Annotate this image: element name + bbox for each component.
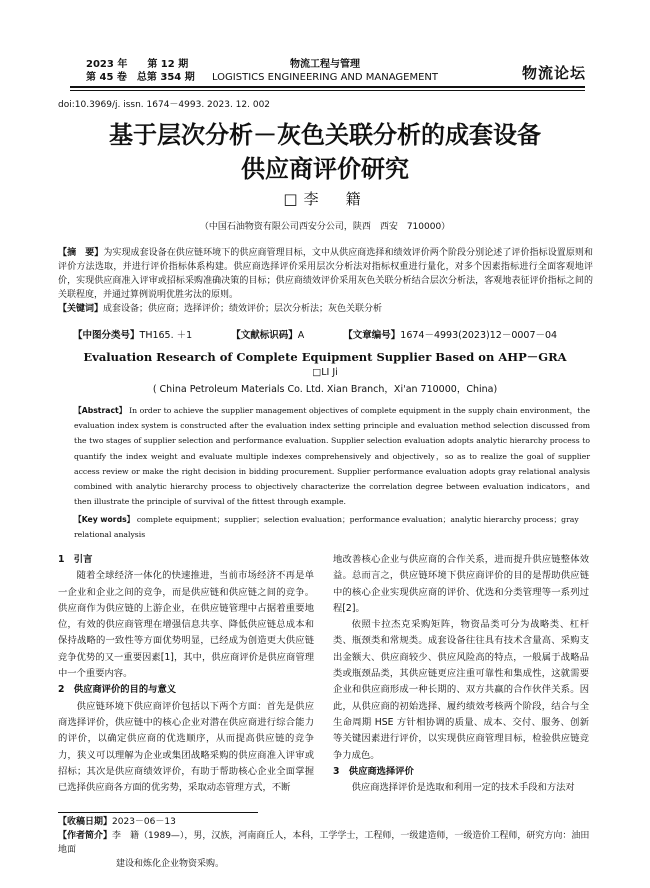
keywords-en xyxy=(74,512,590,542)
abstract-en-text: In order to achieve the supplier management objectives of complete equipment in the supply chain environment，the evaluation index system is constructed after the evaluation index setting principle and evaluation method selection discussed from the two stages of supplier selection and performance evaluation. Supplier selection evaluation adopts analytic hierarchy process to quantify the index weight and evaluate multiple indexes comprehensively and objectively，so as to realize the goal of supplier access review or make the right decision in bidding procurement. Supplier performance evaluation adopts gray relational analysis combined with analytic hierarchy process to objectively characterize the correlation degree between evaluation indicators，and then illustrate the principle of survival of the fittest through example. xyxy=(74,406,590,507)
section-1-paragraph: 随着全球经济一体化的快速推进，当前市场经济不再是单一企业和企业之间的竞争，而是供应链和供应链之间的竞争。供应商作为供应链的上游企业，在供应链管理中占据着重要地位，有效的供应商管理在增强信息共享、降低供应链总成本和保持战略的一致性等方面优势明显，已经成为创造更大供应链竞争优势的又一重要因素[1]，其中，供应商评价是供应商管理中一个重要内容。 xyxy=(58,570,314,680)
bio-text: 李 籍（1989—），男，汉族，河南商丘人，本科，工学学士，工程师，一级建造师，一级造价工程师，研究方向：油田地面 xyxy=(58,831,590,855)
keywords-en-text: complete equipment；supplier；selection evaluation；performance evaluation；analytic hierarchy process；gray relational analysis xyxy=(74,515,579,540)
journal-name-cn: 物流工程与管理 xyxy=(290,59,360,70)
classification-row xyxy=(73,327,593,341)
footnote-rule xyxy=(58,812,258,813)
keywords-en-label: 【Key words】 xyxy=(74,515,135,524)
bio-text-continued: 建设和炼化企业物资采购。 xyxy=(116,859,225,869)
english-affiliation: ( China Petroleum Materials Co. Ltd. Xian Branch，Xi'an 710000，China) xyxy=(152,384,498,395)
bio-label: 【作者简介】 xyxy=(58,831,113,841)
received-date: 2023－06－13 xyxy=(112,817,176,827)
english-title: Evaluation Research of Complete Equipment Supplier Based on AHP－GRA xyxy=(83,350,567,364)
received-label: 【收稿日期】 xyxy=(58,817,113,827)
issue-line-2: 第 45 卷 总第 354 期 xyxy=(86,72,195,83)
title-line-1: 基于层次分析－灰色关联分析的成套设备 xyxy=(109,120,541,149)
article-id-label: 【文章编号】 xyxy=(343,330,401,341)
section-1-heading: 1 引言 xyxy=(58,554,93,565)
journal-name xyxy=(190,58,460,84)
keywords-cn-label: 【关键词】 xyxy=(58,304,104,314)
column-name: 物流论坛 xyxy=(522,64,587,82)
abstract-en-label: 【Abstract】 xyxy=(74,406,127,415)
footnote xyxy=(58,815,598,871)
issue-info xyxy=(86,58,195,84)
doc-code-value: A xyxy=(297,330,305,341)
section-2-continued: 地改善核心企业与供应商的合作关系，进而提升供应链整体效益。总而言之，供应链环境下供应商评价的目的是帮助供应链中的核心企业实现供应商的评价、优选和分类管理等一系列过程[2]。 xyxy=(333,554,589,614)
issue-line-1: 2023 年 第 12 期 xyxy=(86,59,189,70)
doi[interactable]: doi:10.3969/j. issn. 1674－4993. 2023. 12. 002 xyxy=(58,100,271,110)
article-id-value: 1674－4993(2023)12－0007－04 xyxy=(400,330,558,341)
body-column-left xyxy=(58,552,314,796)
clc-value: TH165. ＋1 xyxy=(139,330,193,341)
body-column-right xyxy=(333,552,589,796)
section-2-paragraph: 供应链环境下供应商评价包括以下两个方面：首先是供应商选择评价，供应链中的核心企业对潜在供应商进行综合能力的评价，以确定供应商的优选顺序，从而提高供应链的竞争力，狭义可以理解为企业或集团战略采购的供应商准入评审或招标；其次是供应商绩效评价，有助于帮助核心企业全面掌握已选择供应商各方面的优劣势，采取动态管理方式，不断 xyxy=(58,700,314,794)
section-2-paragraph-2: 依照卡拉杰克采购矩阵，物资品类可分为战略类、杠杆类、瓶颈类和常规类。成套设备往往具有技术含量高、采购支出金额大、供应商较少、供应风险高的特点，一般属于战略品类或瓶颈品类，其供应链更应注重可靠性和集成性，这就需要企业和供应商形成一种长期的、双方共赢的合作伙伴关系。因此，从供应商的初始选择、履约绩效考核两个阶段，结合与全生命周期 HSE 方针相协调的质量、成本、交付、服务、创新等关键因素进行评价，以实现供应商管理目标，检验供应链竞争力成色。 xyxy=(333,619,589,761)
section-3-paragraph: 供应商选择评价是选取和利用一定的技术手段和方法对 xyxy=(351,782,575,794)
journal-name-en: LOGISTICS ENGINEERING AND MANAGEMENT xyxy=(211,72,439,83)
english-author: □LI Ji xyxy=(312,367,338,378)
paper-title xyxy=(60,118,590,186)
abstract-cn-label: 【摘 要】 xyxy=(58,248,104,258)
journal-header xyxy=(0,0,650,86)
header-rule xyxy=(70,86,585,88)
author: □李 籍 xyxy=(283,190,367,208)
section-2-heading: 2 供应商评价的目的与意义 xyxy=(58,684,177,696)
abstract-en xyxy=(74,403,590,509)
section-3-heading: 3 供应商选择评价 xyxy=(333,765,414,777)
affiliation: （中国石油物资有限公司西安分公司，陕西 西安 710000） xyxy=(199,222,451,232)
abstract-cn xyxy=(58,246,593,316)
keywords-cn-text: 成套设备；供应商；选择评价；绩效评价；层次分析法；灰色关联分析 xyxy=(103,304,383,314)
header-rule-thin xyxy=(70,90,585,91)
abstract-cn-text: 为实现成套设备在供应链环境下的供应商管理目标，文中从供应商选择和绩效评价两个阶段分别论述了评价指标设置原则和评价方法选取，并进行评价指标体系构建。供应商选择评价采用层次分析法对指标权重进行量化，对多个因素指标进行全面客观地评价，实现供应商准入评审或招标采购准确决策的目标；供应商绩效评价采用灰色关联分析结合层次分析法，客观地表征评价指标之间的关联程度，并通过算例说明优胜劣汰的原则。 xyxy=(58,248,593,300)
title-line-2: 供应商评价研究 xyxy=(241,154,409,183)
doc-code-label: 【文献标识码】 xyxy=(231,330,298,341)
clc-label: 【中图分类号】 xyxy=(73,330,140,341)
